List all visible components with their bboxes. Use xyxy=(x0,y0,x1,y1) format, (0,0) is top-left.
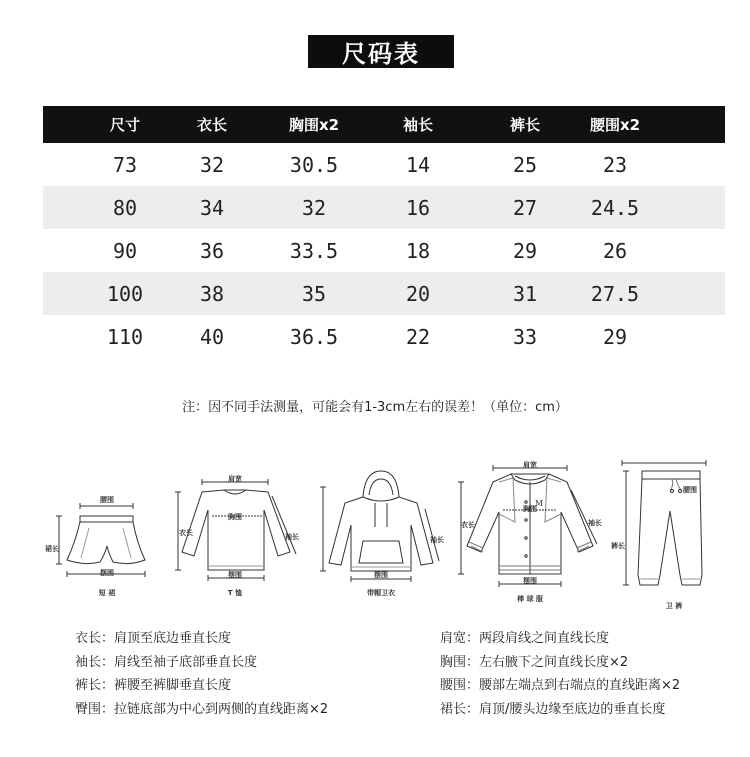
table-cell: 34 xyxy=(199,195,225,220)
hoodie-figure xyxy=(315,465,447,603)
table-cell: 110 xyxy=(106,324,144,349)
table-cell: 36 xyxy=(199,238,225,263)
svg-text:M: M xyxy=(535,499,544,508)
table-cell: 38 xyxy=(199,281,225,306)
table-cell: 90 xyxy=(112,238,138,263)
table-cell: 32 xyxy=(301,195,327,220)
hoodie-hem-label: 摆围 xyxy=(374,571,388,579)
baseball-chest-label: 胸围 xyxy=(523,505,537,513)
tshirt-length-label: 衣长 xyxy=(179,529,193,537)
table-cell: 80 xyxy=(112,195,138,220)
table-cell: 16 xyxy=(405,195,431,220)
tshirt-hem-label: 摆围 xyxy=(228,571,242,579)
table-cell: 27.5 xyxy=(590,281,640,306)
table-row xyxy=(43,229,725,272)
table-cell: 33 xyxy=(512,324,538,349)
definition-item: 裙长：肩顶/腰头边缘至底边的垂直长度 xyxy=(440,701,666,717)
header-pants: 裤长 xyxy=(509,116,541,134)
table-cell: 35 xyxy=(301,281,327,306)
header-size: 尺寸 xyxy=(109,116,141,134)
table-cell: 20 xyxy=(405,281,431,306)
tshirt-figure xyxy=(172,470,307,600)
header-sleeve: 袖长 xyxy=(402,116,434,134)
table-cell: 22 xyxy=(405,324,431,349)
table-row xyxy=(43,272,725,315)
table-cell: 33.5 xyxy=(289,238,339,263)
baseball-jacket-figure xyxy=(455,462,605,604)
table-cell: 30.5 xyxy=(289,152,339,177)
skirt-waist-label: 腰围 xyxy=(100,496,114,504)
definitions-right xyxy=(440,627,680,721)
baseball-hem-label: 摆围 xyxy=(523,577,537,585)
definition-item: 肩宽：两段肩线之间直线长度 xyxy=(440,631,610,646)
baseball-shoulder-label: 肩宽 xyxy=(523,461,537,469)
table-cell: 27 xyxy=(512,195,538,220)
tshirt-caption: T 恤 xyxy=(227,589,243,597)
table-cell: 73 xyxy=(112,152,138,177)
table-cell: 40 xyxy=(199,324,225,349)
definition-item: 袖长：肩线至袖子底部垂直长度 xyxy=(75,654,258,670)
table-cell: 100 xyxy=(106,281,144,306)
tshirt-shoulder-label: 肩宽 xyxy=(228,475,242,483)
skirt-figure xyxy=(45,488,163,598)
definition-item: 腰围：腰部左端点到右端点的直线距离×2 xyxy=(440,678,681,693)
pants-icon xyxy=(612,455,712,620)
definition-item: 裤长：裤腰至裤脚垂直长度 xyxy=(75,678,232,693)
hoodie-icon xyxy=(315,465,447,603)
skirt-length-label: 裙长 xyxy=(45,545,59,553)
baseball-length-label: 衣长 xyxy=(461,521,475,529)
table-cell: 26 xyxy=(602,238,628,263)
page-title: 尺码表 xyxy=(308,35,454,68)
definition-item: 衣长：肩顶至底边垂直长度 xyxy=(75,631,232,646)
skirt-caption: 短 裙 xyxy=(98,589,116,597)
table-cell: 14 xyxy=(405,152,431,177)
definition-item: 臀围：拉链底部为中心到两侧的直线距离×2 xyxy=(75,701,329,717)
baseball-caption: 棒 球 服 xyxy=(517,595,543,603)
table-cell: 24.5 xyxy=(590,195,640,220)
table-cell: 29 xyxy=(512,238,538,263)
tshirt-sleeve-label: 袖长 xyxy=(285,533,299,541)
skirt-hem-label: 摆围 xyxy=(100,569,114,577)
pants-caption: 卫 裤 xyxy=(665,602,683,610)
definitions-left xyxy=(75,627,328,721)
header-length: 衣长 xyxy=(196,116,228,134)
header-waist: 腰围x2 xyxy=(589,116,641,134)
hoodie-sleeve-label: 袖长 xyxy=(430,536,444,544)
size-table xyxy=(43,106,725,358)
table-cell: 29 xyxy=(602,324,628,349)
pants-length-label: 裤长 xyxy=(611,542,625,550)
measurement-note: 注：因不同手法测量，可能会有1-3cm左右的误差！（单位：cm） xyxy=(182,400,568,415)
header-chest: 胸围x2 xyxy=(288,116,340,134)
table-row xyxy=(43,315,725,358)
table-cell: 23 xyxy=(602,152,628,177)
table-cell: 31 xyxy=(512,281,538,306)
baseball-sleeve-label: 袖长 xyxy=(588,519,602,527)
pants-figure xyxy=(612,455,712,620)
table-cell: 32 xyxy=(199,152,225,177)
table-cell: 25 xyxy=(512,152,538,177)
pants-waist-label: 腰围 xyxy=(683,486,697,494)
hoodie-caption: 带帽卫衣 xyxy=(367,589,395,597)
table-row xyxy=(43,186,725,229)
table-cell: 36.5 xyxy=(289,324,339,349)
table-header xyxy=(43,106,725,143)
table-row xyxy=(43,143,725,186)
tshirt-chest-label: 胸围 xyxy=(228,513,242,521)
table-cell: 18 xyxy=(405,238,431,263)
definition-item: 胸围：左右腋下之间直线长度×2 xyxy=(440,654,629,670)
